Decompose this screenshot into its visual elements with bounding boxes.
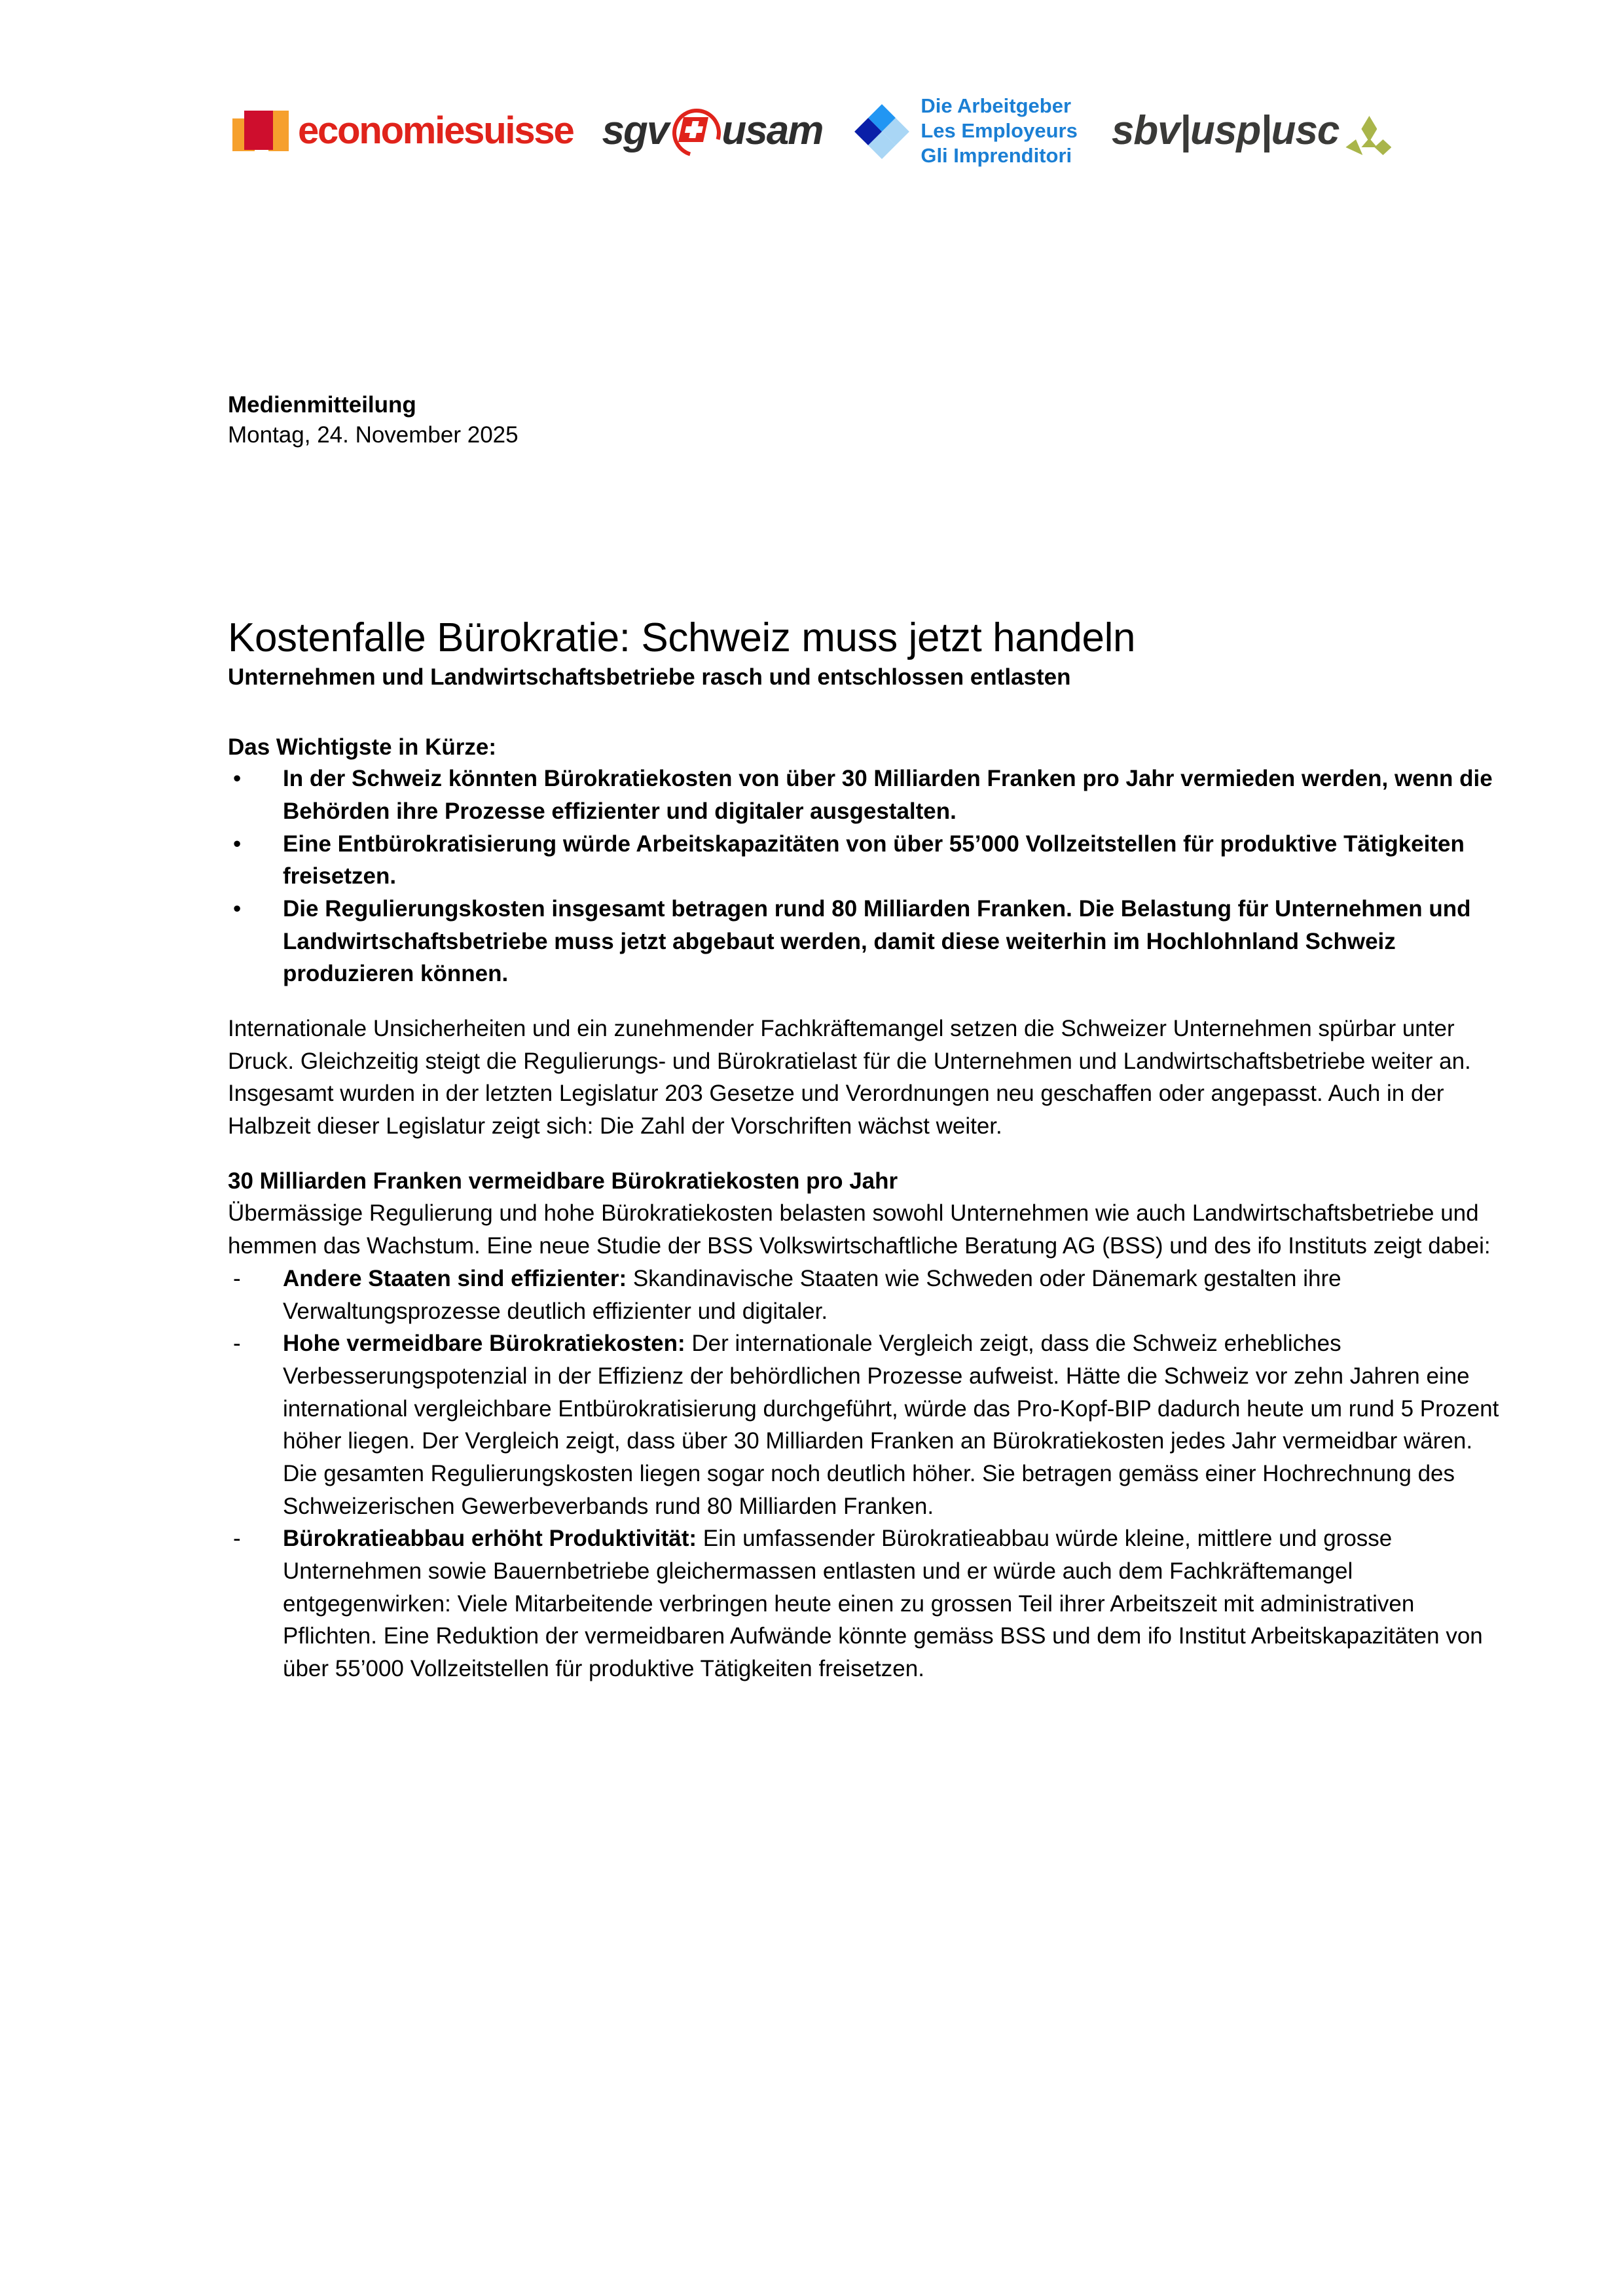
sbv-diamonds-icon [1345,116,1391,156]
section-heading: 30 Milliarden Franken vermeidbare Bürokratiekosten pro Jahr [228,1168,898,1194]
bullet-marker-icon: • [233,831,242,857]
arbeitgeber-line-fr: Les Employeurs [921,119,1078,143]
page-title: Kostenfalle Bürokratie: Schweiz muss jetzt handeln [228,615,1136,661]
bullet-marker-icon: • [233,895,242,922]
list-item-text: Die Regulierungskosten insgesamt betragen rund 80 Milliarden Franken. Die Belastung für Unternehmen und Landwirtschaftsbetriebe muss jetzt abgebaut werden, damit diese weiterhin im Hochlohnland Schweiz produzieren können. [283,895,1471,987]
summary-bullet-list [228,762,1508,990]
list-item-text: In der Schweiz könnten Bürokratiekosten von über 30 Milliarden Franken pro Jahr vermieden werden, wenn die Behörden ihre Prozesse effizienter und digitaler ausgestalten. [283,766,1493,824]
list-item-text: Ein umfassender Bürokratieabbau würde kleine, mittlere und grosse Unternehmen sowie Bauernbetriebe gleichermassen entlasten und er würde auch dem Fachkräftemangel entgegenwirken: Viele Mitarbeitende verbringen heute einen zu grossen Teil ihrer Arbeitszeit mit administrativen Pflichten. Eine Reduktion der vermeidbaren Aufwände könnte gemäss BSS und dem ifo Institut Arbeitskapazitäten von über 55’000 Vollzeitstellen für produktive Tätigkeiten freisetzen. [283,1526,1483,1682]
list-item-lead: Bürokratieabbau erhöht Produktivität: [283,1526,697,1552]
economiesuisse-mark-icon [232,107,289,155]
sgv-wordmark: sgv [602,108,668,153]
arbeitgeber-logo [854,94,1077,168]
economiesuisse-wordmark: economiesuisse [298,109,574,152]
list-item [228,893,1508,990]
list-item-lead: Hohe vermeidbare Bürokratiekosten: [283,1331,685,1357]
list-item [228,762,1508,827]
arbeitgeber-wordmark [921,94,1077,168]
partner-logo-bar [232,92,1476,170]
list-item-text: Skandinavische Staaten wie Schweden oder Dänemark gestalten ihre Verwaltungsprozesse deutlich effizienter und digitaler. [283,1265,1341,1324]
list-item-text: Der internationale Vergleich zeigt, dass die Schweiz erhebliches Verbesserungspotenzial in der Effizienz der behördlichen Prozesse aufweist. Hätte die Schweiz vor zehn Jahren eine international vergleichbare Entbürokratisierung durchgeführt, würde das Pro-Kopf-BIP dadurch heute um rund 5 Prozent höher liegen. Der Vergleich zeigt, dass über 30 Milliarden Franken an Bürokratiekosten jedes Jahr vermeidbar wären. Die gesamten Regulierungskosten liegen sogar noch deutlich höher. Sie betragen gemäss einer Hochrechnung des Schweizerischen Gewerbeverbands rund 80 Milliarden Franken. [283,1331,1499,1519]
arbeitgeber-line-it: Gli Imprenditori [921,143,1072,167]
list-item-lead: Andere Staaten sind effizienter: [283,1265,627,1291]
list-item [228,1263,1508,1327]
intro-paragraph: Internationale Unsicherheiten und ein zunehmender Fachkräftemangel setzen die Schweizer Unternehmen spürbar unter Druck. Gleichzeitig steigt die Regulierungs- und Bürokratielast für die Unternehmen und Landwirtschaftsbetriebe weiter an. Insgesamt wurden in der letzten Legislatur 203 Gesetze und Verordnungen neu geschaffen oder angepasst. Auch in der Halbzeit dieser Legislatur zeigt sich: Die Zahl der Vorschriften wächst weiter. [228,1016,1471,1139]
arbeitgeber-diamond-icon [854,103,910,159]
dash-marker-icon: - [233,1331,241,1357]
list-item-text: Eine Entbürokratisierung würde Arbeitskapazitäten von über 55’000 Vollzeitstellen für produktive Tätigkeiten freisetzen. [283,831,1465,889]
bullet-marker-icon: • [233,766,242,792]
sgv-usam-logo [602,107,823,155]
document-body [228,390,1508,1685]
document-type-label: Medienmitteilung [228,392,416,418]
document-date: Montag, 24. November 2025 [228,422,519,448]
usam-wordmark: usam [721,108,823,153]
arbeitgeber-line-de: Die Arbeitgeber [921,94,1072,118]
section-paragraph: Übermässige Regulierung und hohe Bürokratiekosten belasten sowohl Unternehmen wie auch Landwirtschaftsbetriebe und hemmen das Wachstum. Eine neue Studie der BSS Volkswirtschaftliche Beratung AG (BSS) und des ifo Instituts zeigt dabei: [228,1200,1491,1259]
page-subtitle: Unternehmen und Landwirtschaftsbetriebe rasch und entschlossen entlasten [228,664,1071,690]
swiss-cross-circle-icon [670,107,719,155]
dash-marker-icon: - [233,1526,241,1552]
section-dash-list [228,1263,1508,1685]
list-item [228,1327,1508,1522]
list-item [228,828,1508,893]
sbv-wordmark: sbv|usp|usc [1111,108,1340,153]
list-item [228,1522,1508,1685]
sbv-usp-usc-logo [1112,105,1392,156]
summary-heading: Das Wichtigste in Kürze: [228,734,497,761]
economiesuisse-logo [232,107,574,155]
dash-marker-icon: - [233,1265,241,1291]
